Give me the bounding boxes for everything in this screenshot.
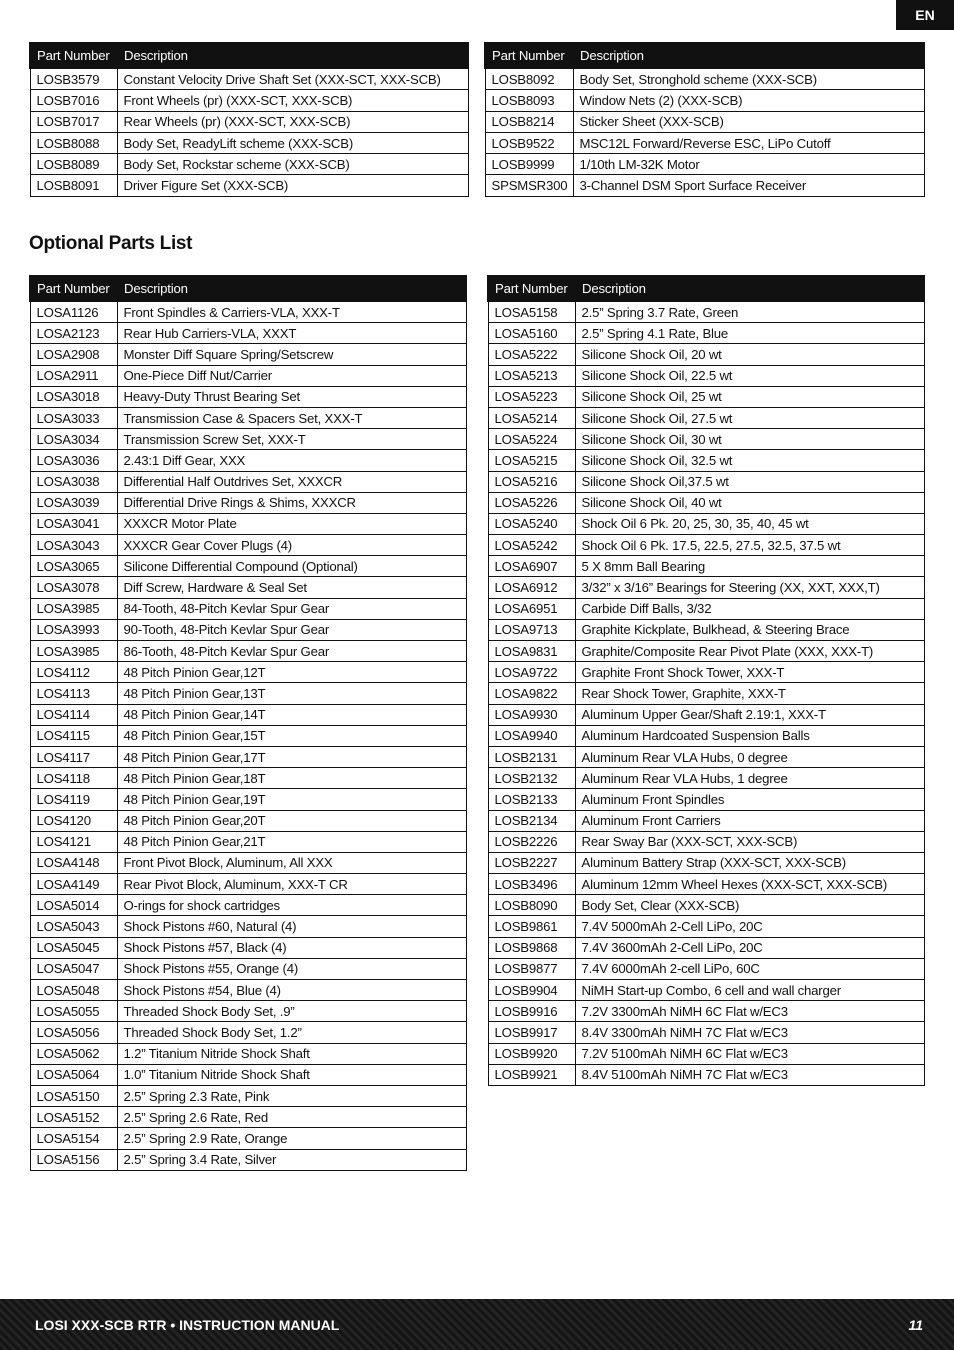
description-cell: Silicone Shock Oil, 25 wt bbox=[575, 386, 924, 407]
table-row bbox=[30, 831, 466, 852]
part-number-cell: LOSA5214 bbox=[488, 407, 575, 428]
table-row bbox=[488, 789, 924, 810]
part-number-cell: LOSB8092 bbox=[485, 68, 573, 90]
part-number-cell: LOSA5014 bbox=[30, 895, 117, 916]
part-number-cell: LOSB8089 bbox=[30, 154, 117, 175]
description-cell: 2.5” Spring 3.7 Rate, Green bbox=[575, 301, 924, 323]
part-number-cell: LOSB7017 bbox=[30, 111, 117, 132]
description-cell: Rear Hub Carriers-VLA, XXXT bbox=[117, 323, 466, 344]
optional-parts-table-left bbox=[29, 275, 467, 1171]
description-cell: 2.5” Spring 2.6 Rate, Red bbox=[117, 1107, 466, 1128]
part-number-cell: LOSA3065 bbox=[30, 556, 117, 577]
parts-table-top-left bbox=[29, 42, 469, 197]
part-number-header: Part Number bbox=[30, 276, 117, 301]
description-cell: Aluminum 12mm Wheel Hexes (XXX-SCT, XXX-SCB) bbox=[575, 874, 924, 895]
description-cell: Aluminum Battery Strap (XXX-SCT, XXX-SCB) bbox=[575, 852, 924, 873]
description-cell: Graphite/Composite Rear Pivot Plate (XXX, XXX-T) bbox=[575, 641, 924, 662]
table-row bbox=[488, 344, 924, 365]
page-footer bbox=[0, 1299, 954, 1350]
table-row bbox=[30, 1001, 466, 1022]
part-number-cell: LOSA2908 bbox=[30, 344, 117, 365]
part-number-cell: LOSA3033 bbox=[30, 407, 117, 428]
description-cell: Threaded Shock Body Set, 1.2” bbox=[117, 1022, 466, 1043]
part-number-cell: LOSA5043 bbox=[30, 916, 117, 937]
description-cell: MSC12L Forward/Reverse ESC, LiPo Cutoff bbox=[573, 132, 924, 153]
table-row bbox=[488, 768, 924, 789]
table-row bbox=[488, 619, 924, 640]
description-cell: Silicone Shock Oil, 20 wt bbox=[575, 344, 924, 365]
table-row bbox=[30, 513, 466, 534]
part-number-cell: LOSA2123 bbox=[30, 323, 117, 344]
description-cell: NiMH Start-up Combo, 6 cell and wall charger bbox=[575, 980, 924, 1001]
part-number-cell: LOSB2133 bbox=[488, 789, 575, 810]
part-number-cell: LOS4118 bbox=[30, 768, 117, 789]
part-number-cell: LOSB2227 bbox=[488, 852, 575, 873]
part-number-cell: LOSA5062 bbox=[30, 1043, 117, 1064]
part-number-cell: LOSB3496 bbox=[488, 874, 575, 895]
part-number-cell: LOS4113 bbox=[30, 683, 117, 704]
table-row bbox=[30, 386, 466, 407]
table-row bbox=[30, 874, 466, 895]
description-cell: 1/10th LM-32K Motor bbox=[573, 154, 924, 175]
description-cell: Silicone Shock Oil, 22.5 wt bbox=[575, 365, 924, 386]
part-number-header: Part Number bbox=[485, 43, 573, 68]
table-row bbox=[30, 958, 466, 979]
part-number-cell: LOS4120 bbox=[30, 810, 117, 831]
table-row bbox=[488, 323, 924, 344]
table-row bbox=[485, 175, 924, 196]
description-cell: 7.4V 5000mAh 2-Cell LiPo, 20C bbox=[575, 916, 924, 937]
part-number-cell: LOSA5055 bbox=[30, 1001, 117, 1022]
description-cell: 3-Channel DSM Sport Surface Receiver bbox=[573, 175, 924, 196]
description-cell: 48 Pitch Pinion Gear,21T bbox=[117, 831, 466, 852]
description-cell: Transmission Case & Spacers Set, XXX-T bbox=[117, 407, 466, 428]
table-row bbox=[30, 344, 466, 365]
table-row bbox=[30, 768, 466, 789]
part-number-cell: LOSA5048 bbox=[30, 980, 117, 1001]
part-number-cell: LOSA5226 bbox=[488, 492, 575, 513]
table-row bbox=[488, 746, 924, 767]
table-row bbox=[488, 429, 924, 450]
part-number-cell: LOSA5216 bbox=[488, 471, 575, 492]
description-header: Description bbox=[117, 276, 466, 301]
description-cell: Differential Drive Rings & Shims, XXXCR bbox=[117, 492, 466, 513]
description-cell: Window Nets (2) (XXX-SCB) bbox=[573, 90, 924, 111]
description-cell: Aluminum Rear VLA Hubs, 1 degree bbox=[575, 768, 924, 789]
part-number-cell: LOSA5056 bbox=[30, 1022, 117, 1043]
part-number-cell: LOSA5240 bbox=[488, 513, 575, 534]
description-cell: 48 Pitch Pinion Gear,15T bbox=[117, 725, 466, 746]
description-cell: Monster Diff Square Spring/Setscrew bbox=[117, 344, 466, 365]
part-number-cell: LOSB9999 bbox=[485, 154, 573, 175]
part-number-cell: LOSA6912 bbox=[488, 577, 575, 598]
part-number-cell: LOS4112 bbox=[30, 662, 117, 683]
table-row bbox=[488, 1064, 924, 1085]
table-row bbox=[30, 492, 466, 513]
part-number-cell: LOSB9920 bbox=[488, 1043, 575, 1064]
part-number-cell: LOSB9861 bbox=[488, 916, 575, 937]
description-cell: Aluminum Rear VLA Hubs, 0 degree bbox=[575, 746, 924, 767]
table-row bbox=[30, 1107, 466, 1128]
description-cell: Aluminum Front Spindles bbox=[575, 789, 924, 810]
table-row bbox=[30, 429, 466, 450]
description-header: Description bbox=[573, 43, 924, 68]
description-cell: Aluminum Hardcoated Suspension Balls bbox=[575, 725, 924, 746]
table-row bbox=[30, 619, 466, 640]
part-number-cell: LOSB2226 bbox=[488, 831, 575, 852]
part-number-cell: LOSB3579 bbox=[30, 68, 117, 90]
part-number-cell: LOSB9877 bbox=[488, 958, 575, 979]
table-row bbox=[30, 301, 466, 323]
table-row bbox=[30, 704, 466, 725]
description-cell: Differential Half Outdrives Set, XXXCR bbox=[117, 471, 466, 492]
section-title: Optional Parts List bbox=[29, 233, 193, 254]
description-cell: 48 Pitch Pinion Gear,18T bbox=[117, 768, 466, 789]
description-cell: Graphite Front Shock Tower, XXX-T bbox=[575, 662, 924, 683]
table-row bbox=[30, 323, 466, 344]
description-cell: Silicone Shock Oil, 32.5 wt bbox=[575, 450, 924, 471]
table-row bbox=[30, 980, 466, 1001]
part-number-cell: LOSA4148 bbox=[30, 852, 117, 873]
table-row bbox=[30, 641, 466, 662]
language-tab[interactable]: EN bbox=[896, 0, 954, 30]
description-cell: Heavy-Duty Thrust Bearing Set bbox=[117, 386, 466, 407]
part-number-cell: LOSA5213 bbox=[488, 365, 575, 386]
part-number-cell: LOSA5152 bbox=[30, 1107, 117, 1128]
part-number-cell: LOSA3034 bbox=[30, 429, 117, 450]
part-number-cell: LOSA3036 bbox=[30, 450, 117, 471]
part-number-cell: LOSA5154 bbox=[30, 1128, 117, 1149]
table-row bbox=[30, 746, 466, 767]
description-cell: Body Set, Clear (XXX-SCB) bbox=[575, 895, 924, 916]
part-number-cell: LOSA5150 bbox=[30, 1085, 117, 1106]
part-number-cell: LOSA5242 bbox=[488, 535, 575, 556]
description-cell: XXXCR Gear Cover Plugs (4) bbox=[117, 535, 466, 556]
description-cell: Aluminum Front Carriers bbox=[575, 810, 924, 831]
table-row bbox=[30, 68, 468, 90]
part-number-cell: LOSA5064 bbox=[30, 1064, 117, 1085]
description-cell: 84-Tooth, 48-Pitch Kevlar Spur Gear bbox=[117, 598, 466, 619]
part-number-cell: LOSA3985 bbox=[30, 598, 117, 619]
part-number-cell: LOSA5158 bbox=[488, 301, 575, 323]
description-cell: 8.4V 5100mAh NiMH 7C Flat w/EC3 bbox=[575, 1064, 924, 1085]
description-cell: Driver Figure Set (XXX-SCB) bbox=[117, 175, 468, 196]
description-cell: 3/32” x 3/16” Bearings for Steering (XX, XXT, XXX,T) bbox=[575, 577, 924, 598]
description-cell: Front Spindles & Carriers-VLA, XXX-T bbox=[117, 301, 466, 323]
part-number-cell: LOSA5156 bbox=[30, 1149, 117, 1170]
description-cell: Silicone Shock Oil,37.5 wt bbox=[575, 471, 924, 492]
part-number-cell: LOSA3038 bbox=[30, 471, 117, 492]
table-row bbox=[488, 386, 924, 407]
part-number-cell: LOSA5160 bbox=[488, 323, 575, 344]
part-number-cell: LOSA9722 bbox=[488, 662, 575, 683]
part-number-cell: LOSA3985 bbox=[30, 641, 117, 662]
part-number-cell: LOSA3041 bbox=[30, 513, 117, 534]
description-cell: Threaded Shock Body Set, .9” bbox=[117, 1001, 466, 1022]
part-number-header: Part Number bbox=[488, 276, 575, 301]
description-cell: One-Piece Diff Nut/Carrier bbox=[117, 365, 466, 386]
table-row bbox=[485, 111, 924, 132]
part-number-cell: LOSA2911 bbox=[30, 365, 117, 386]
part-number-cell: LOSA3039 bbox=[30, 492, 117, 513]
part-number-cell: LOSB8093 bbox=[485, 90, 573, 111]
table-row bbox=[488, 704, 924, 725]
table-row bbox=[488, 641, 924, 662]
table-row bbox=[488, 301, 924, 323]
description-cell: Carbide Diff Balls, 3/32 bbox=[575, 598, 924, 619]
table-row bbox=[488, 725, 924, 746]
part-number-cell: LOSB9921 bbox=[488, 1064, 575, 1085]
part-number-cell: LOSB9522 bbox=[485, 132, 573, 153]
table-row bbox=[485, 68, 924, 90]
part-number-cell: LOSB2132 bbox=[488, 768, 575, 789]
part-number-cell: LOS4119 bbox=[30, 789, 117, 810]
part-number-cell: LOSA5223 bbox=[488, 386, 575, 407]
description-cell: 2.5” Spring 4.1 Rate, Blue bbox=[575, 323, 924, 344]
description-cell: Silicone Differential Compound (Optional) bbox=[117, 556, 466, 577]
description-cell: 86-Tooth, 48-Pitch Kevlar Spur Gear bbox=[117, 641, 466, 662]
table-row bbox=[488, 662, 924, 683]
table-row bbox=[30, 916, 466, 937]
description-cell: 48 Pitch Pinion Gear,17T bbox=[117, 746, 466, 767]
description-cell: Diff Screw, Hardware & Seal Set bbox=[117, 577, 466, 598]
part-number-cell: LOSA9822 bbox=[488, 683, 575, 704]
part-number-cell: LOSB8090 bbox=[488, 895, 575, 916]
table-row bbox=[488, 365, 924, 386]
part-number-cell: LOSA5222 bbox=[488, 344, 575, 365]
part-number-cell: LOSB8088 bbox=[30, 132, 117, 153]
description-header: Description bbox=[117, 43, 468, 68]
part-number-cell: LOSA3993 bbox=[30, 619, 117, 640]
page-number: 11 bbox=[908, 1316, 923, 1333]
description-cell: Shock Oil 6 Pk. 20, 25, 30, 35, 40, 45 wt bbox=[575, 513, 924, 534]
table-row bbox=[30, 895, 466, 916]
table-row bbox=[30, 556, 466, 577]
description-cell: Graphite Kickplate, Bulkhead, & Steering Brace bbox=[575, 619, 924, 640]
description-cell: 48 Pitch Pinion Gear,13T bbox=[117, 683, 466, 704]
description-cell: Silicone Shock Oil, 40 wt bbox=[575, 492, 924, 513]
description-cell: 2.5” Spring 3.4 Rate, Silver bbox=[117, 1149, 466, 1170]
part-number-cell: LOSB2134 bbox=[488, 810, 575, 831]
table-row bbox=[488, 450, 924, 471]
part-number-cell: LOS4115 bbox=[30, 725, 117, 746]
part-number-cell: LOSB8214 bbox=[485, 111, 573, 132]
part-number-cell: LOSA5224 bbox=[488, 429, 575, 450]
table-row bbox=[488, 577, 924, 598]
table-row bbox=[30, 725, 466, 746]
description-cell: Sticker Sheet (XXX-SCB) bbox=[573, 111, 924, 132]
table-row bbox=[485, 154, 924, 175]
table-row bbox=[30, 154, 468, 175]
part-number-cell: LOSA1126 bbox=[30, 301, 117, 323]
description-cell: Rear Pivot Block, Aluminum, XXX-T CR bbox=[117, 874, 466, 895]
table-row bbox=[488, 556, 924, 577]
part-number-cell: LOSA6907 bbox=[488, 556, 575, 577]
table-row bbox=[30, 1149, 466, 1170]
description-cell: 8.4V 3300mAh NiMH 7C Flat w/EC3 bbox=[575, 1022, 924, 1043]
table-row bbox=[30, 535, 466, 556]
table-row bbox=[488, 852, 924, 873]
table-row bbox=[30, 132, 468, 153]
description-cell: Silicone Shock Oil, 27.5 wt bbox=[575, 407, 924, 428]
description-cell: Shock Pistons #55, Orange (4) bbox=[117, 958, 466, 979]
description-cell: Shock Pistons #57, Black (4) bbox=[117, 937, 466, 958]
description-cell: 7.2V 3300mAh NiMH 6C Flat w/EC3 bbox=[575, 1001, 924, 1022]
part-number-cell: LOSA9940 bbox=[488, 725, 575, 746]
description-cell: Shock Pistons #54, Blue (4) bbox=[117, 980, 466, 1001]
part-number-cell: LOSB9917 bbox=[488, 1022, 575, 1043]
table-row bbox=[30, 450, 466, 471]
part-number-cell: LOSB9916 bbox=[488, 1001, 575, 1022]
part-number-cell: LOSA5215 bbox=[488, 450, 575, 471]
description-cell: 48 Pitch Pinion Gear,12T bbox=[117, 662, 466, 683]
description-cell: 1.0” Titanium Nitride Shock Shaft bbox=[117, 1064, 466, 1085]
description-cell: XXXCR Motor Plate bbox=[117, 513, 466, 534]
description-cell: Front Pivot Block, Aluminum, All XXX bbox=[117, 852, 466, 873]
description-cell: Transmission Screw Set, XXX-T bbox=[117, 429, 466, 450]
table-row bbox=[488, 831, 924, 852]
table-row bbox=[485, 90, 924, 111]
table-row bbox=[30, 471, 466, 492]
table-row bbox=[488, 513, 924, 534]
part-number-cell: LOS4114 bbox=[30, 704, 117, 725]
description-cell: Rear Shock Tower, Graphite, XXX-T bbox=[575, 683, 924, 704]
table-row bbox=[30, 577, 466, 598]
table-row bbox=[30, 852, 466, 873]
manual-title: LOSI XXX-SCB RTR • INSTRUCTION MANUAL bbox=[35, 1316, 340, 1333]
description-cell: Body Set, Stronghold scheme (XXX-SCB) bbox=[573, 68, 924, 90]
table-row bbox=[488, 407, 924, 428]
description-cell: Shock Pistons #60, Natural (4) bbox=[117, 916, 466, 937]
table-row bbox=[30, 1085, 466, 1106]
description-cell: Shock Oil 6 Pk. 17.5, 22.5, 27.5, 32.5, 37.5 wt bbox=[575, 535, 924, 556]
part-number-cell: LOSB9868 bbox=[488, 937, 575, 958]
table-row bbox=[30, 90, 468, 111]
table-row bbox=[488, 810, 924, 831]
table-row bbox=[30, 1022, 466, 1043]
part-number-cell: LOSB9904 bbox=[488, 980, 575, 1001]
table-row bbox=[30, 1064, 466, 1085]
table-row bbox=[30, 111, 468, 132]
part-number-cell: LOSA3078 bbox=[30, 577, 117, 598]
table-row bbox=[30, 365, 466, 386]
part-number-cell: LOSA9713 bbox=[488, 619, 575, 640]
description-cell: 2.5” Spring 2.9 Rate, Orange bbox=[117, 1128, 466, 1149]
part-number-cell: LOSA9930 bbox=[488, 704, 575, 725]
description-cell: 1.2” Titanium Nitride Shock Shaft bbox=[117, 1043, 466, 1064]
table-row bbox=[30, 937, 466, 958]
part-number-cell: LOSB7016 bbox=[30, 90, 117, 111]
table-row bbox=[488, 916, 924, 937]
description-header: Description bbox=[575, 276, 924, 301]
table-row bbox=[30, 1043, 466, 1064]
part-number-cell: LOSA3018 bbox=[30, 386, 117, 407]
part-number-cell: SPSMSR300 bbox=[485, 175, 573, 196]
description-cell: 48 Pitch Pinion Gear,19T bbox=[117, 789, 466, 810]
table-row bbox=[488, 1043, 924, 1064]
table-row bbox=[485, 132, 924, 153]
table-row bbox=[30, 598, 466, 619]
table-row bbox=[488, 598, 924, 619]
description-cell: 48 Pitch Pinion Gear,14T bbox=[117, 704, 466, 725]
description-cell: 2.43:1 Diff Gear, XXX bbox=[117, 450, 466, 471]
table-row bbox=[488, 1022, 924, 1043]
description-cell: Silicone Shock Oil, 30 wt bbox=[575, 429, 924, 450]
description-cell: 7.4V 3600mAh 2-Cell LiPo, 20C bbox=[575, 937, 924, 958]
description-cell: 5 X 8mm Ball Bearing bbox=[575, 556, 924, 577]
part-number-cell: LOSA5047 bbox=[30, 958, 117, 979]
table-row bbox=[30, 683, 466, 704]
description-cell: 90-Tooth, 48-Pitch Kevlar Spur Gear bbox=[117, 619, 466, 640]
part-number-cell: LOSA9831 bbox=[488, 641, 575, 662]
part-number-header: Part Number bbox=[30, 43, 117, 68]
table-row bbox=[30, 662, 466, 683]
description-cell: Body Set, ReadyLift scheme (XXX-SCB) bbox=[117, 132, 468, 153]
description-cell: Rear Wheels (pr) (XXX-SCT, XXX-SCB) bbox=[117, 111, 468, 132]
table-row bbox=[30, 810, 466, 831]
table-row bbox=[488, 980, 924, 1001]
description-cell: O-rings for shock cartridges bbox=[117, 895, 466, 916]
description-cell: 7.2V 5100mAh NiMH 6C Flat w/EC3 bbox=[575, 1043, 924, 1064]
table-row bbox=[488, 937, 924, 958]
table-row bbox=[488, 535, 924, 556]
part-number-cell: LOS4117 bbox=[30, 746, 117, 767]
part-number-cell: LOSA5045 bbox=[30, 937, 117, 958]
description-cell: 7.4V 6000mAh 2-cell LiPo, 60C bbox=[575, 958, 924, 979]
table-row bbox=[488, 958, 924, 979]
description-cell: Rear Sway Bar (XXX-SCT, XXX-SCB) bbox=[575, 831, 924, 852]
parts-table-top-right bbox=[484, 42, 925, 197]
table-row bbox=[488, 683, 924, 704]
optional-parts-table-right bbox=[487, 275, 925, 1086]
table-row bbox=[30, 407, 466, 428]
description-cell: Front Wheels (pr) (XXX-SCT, XXX-SCB) bbox=[117, 90, 468, 111]
part-number-cell: LOS4121 bbox=[30, 831, 117, 852]
table-row bbox=[30, 1128, 466, 1149]
part-number-cell: LOSB8091 bbox=[30, 175, 117, 196]
table-row bbox=[488, 874, 924, 895]
part-number-cell: LOSA3043 bbox=[30, 535, 117, 556]
description-cell: 48 Pitch Pinion Gear,20T bbox=[117, 810, 466, 831]
table-row bbox=[488, 1001, 924, 1022]
table-row bbox=[488, 492, 924, 513]
description-cell: Aluminum Upper Gear/Shaft 2.19:1, XXX-T bbox=[575, 704, 924, 725]
table-row bbox=[488, 471, 924, 492]
description-cell: Body Set, Rockstar scheme (XXX-SCB) bbox=[117, 154, 468, 175]
part-number-cell: LOSA6951 bbox=[488, 598, 575, 619]
table-row bbox=[30, 789, 466, 810]
table-row bbox=[488, 895, 924, 916]
table-row bbox=[30, 175, 468, 196]
part-number-cell: LOSA4149 bbox=[30, 874, 117, 895]
part-number-cell: LOSB2131 bbox=[488, 746, 575, 767]
description-cell: Constant Velocity Drive Shaft Set (XXX-SCT, XXX-SCB) bbox=[117, 68, 468, 90]
description-cell: 2.5” Spring 2.3 Rate, Pink bbox=[117, 1085, 466, 1106]
